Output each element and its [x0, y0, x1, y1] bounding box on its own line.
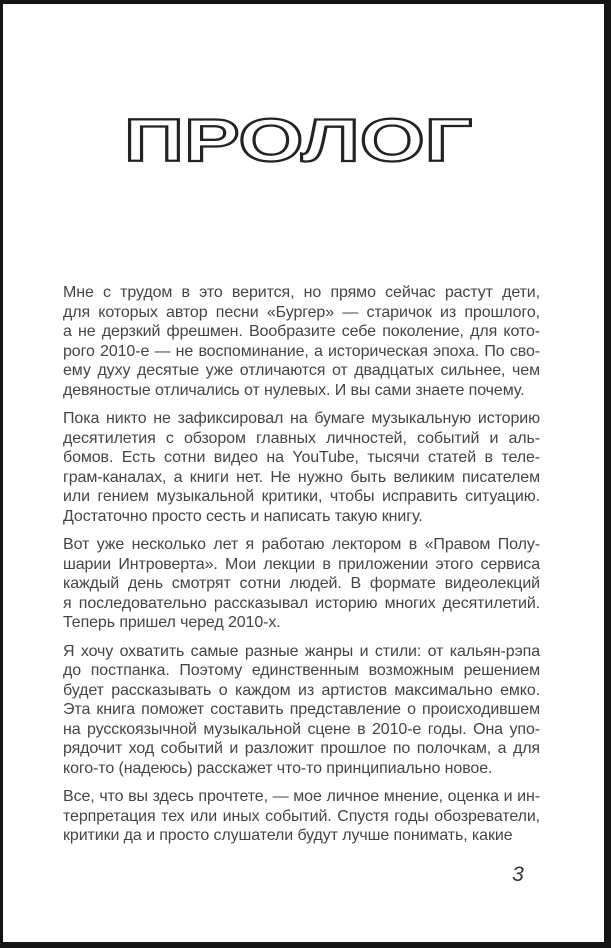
text-line: на русскоязычной музыкальной сцене в 2010-е годы. Она упо-	[63, 720, 540, 738]
paragraph	[63, 535, 540, 633]
text-line: рого 2010-е — не воспоминание, а историческая эпоха. По сво-	[63, 342, 540, 360]
text-line: будет рассказывать о каждом из артистов максимально емко.	[63, 681, 540, 699]
text-line: Вот уже несколько лет я работаю лектором в «Правом Полу-	[63, 536, 540, 553]
text-line: для которых автор песни «Бургер» — старичок из прошлого,	[63, 303, 540, 321]
text-line: Я хочу охватить самые разные жанры и стили: от кальян-рэпа	[63, 642, 540, 660]
text-line: Мне с трудом в это верится, но прямо сейчас растут дети,	[63, 284, 540, 301]
page-number: 3	[512, 863, 524, 886]
text-line: Теперь пришел черед 2010-х.	[63, 614, 281, 631]
book-page	[3, 4, 604, 942]
text-line: а не дерзкий фрешмен. Вообразите себе поколение, для кото-	[63, 323, 540, 340]
text-line: кого-то (надеюсь) расскажет что-то принципиально новое.	[63, 759, 493, 777]
text-line: шарии Интроверта». Мои лекции в приложении этого сервиса	[63, 555, 540, 573]
text-line: десятилетия с обзором главных личностей, событий и аль-	[63, 429, 540, 447]
text-line: бомов. Есть сотни видео на YouTube, тысячи статей в теле-	[63, 449, 540, 466]
text-line: Пока никто не зафиксировал на бумаге музыкальную историю	[63, 410, 540, 427]
text-line: или гением музыкальной критики, чтобы исправить ситуацию.	[63, 488, 540, 505]
text-line: рядочит ход событий и разложит прошлое по полочкам, а для	[63, 740, 540, 757]
text-line: критики да и просто слушатели будут лучше понимать, какие	[63, 827, 513, 844]
paragraph	[63, 642, 540, 779]
chapter-title	[3, 109, 592, 186]
chapter-title-graphic	[88, 109, 508, 181]
text-line: грам-каналах, а книги нет. Не нужно быть великим писателем	[63, 468, 540, 486]
paragraph	[63, 409, 540, 526]
chapter-title-text: ПРОЛОГ	[123, 107, 472, 174]
text-line: девяностые отличались от нулевых. И вы сами знаете почему.	[63, 381, 525, 399]
text-line: Все, что вы здесь прочтете, — мое личное мнение, оценка и ин-	[63, 788, 540, 805]
text-line: ему духу десятые уже отличаются от двадцатых сильнее, чем	[63, 362, 540, 379]
text-line: каждый день смотрят сотни людей. В формате видеолекций	[63, 575, 540, 592]
body-text	[63, 283, 540, 855]
text-line: Эта книга поможет составить представление о происходившем	[63, 701, 540, 718]
text-line: Достаточно просто сесть и написать такую книгу.	[63, 507, 423, 525]
text-line: я последовательно рассказывал историю многих десятилетий.	[63, 594, 540, 612]
paragraph	[63, 283, 540, 400]
text-line: терпретация тех или иных событий. Спустя годы обозреватели,	[63, 807, 540, 825]
text-line: до постпанка. Поэтому единственным возможным решением	[63, 662, 540, 679]
paragraph	[63, 787, 540, 846]
